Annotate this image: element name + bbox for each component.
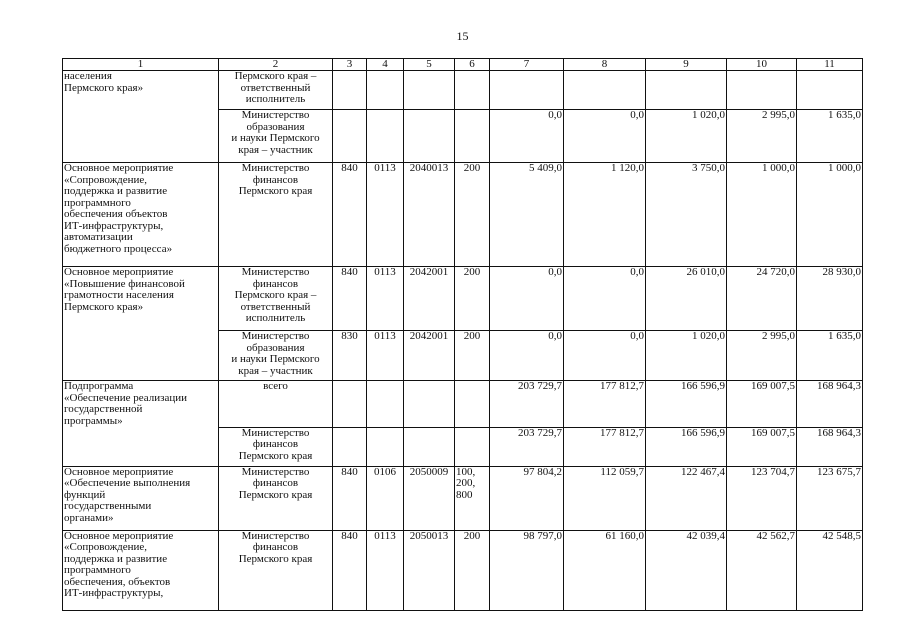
code-cell: 200 [455, 530, 490, 610]
table-row [63, 466, 863, 530]
executor-cell: Министерство финансов Пермского края [219, 427, 333, 466]
executor-cell: Министерство образования и науки Пермского края – участник [219, 331, 333, 381]
program-name-cell [63, 331, 219, 381]
code-cell: 0113 [367, 163, 404, 267]
amount-cell [797, 71, 863, 110]
code-cell: 2042001 [404, 267, 455, 331]
amount-cell: 42 548,5 [797, 530, 863, 610]
amount-cell: 1 635,0 [797, 331, 863, 381]
program-name-cell: Основное мероприятие «Обеспечение выполнения функций государственными органами» [63, 466, 219, 530]
amount-cell: 1 635,0 [797, 110, 863, 163]
code-cell: 100, 200, 800 [455, 466, 490, 530]
amount-cell: 2 995,0 [727, 331, 797, 381]
amount-cell: 122 467,4 [646, 466, 727, 530]
header-row [63, 59, 863, 71]
amount-cell: 0,0 [490, 331, 564, 381]
amount-cell: 0,0 [490, 267, 564, 331]
code-cell [455, 110, 490, 163]
code-cell [367, 110, 404, 163]
code-cell [367, 381, 404, 428]
column-number: 10 [727, 59, 797, 71]
column-number: 3 [333, 59, 367, 71]
amount-cell [490, 71, 564, 110]
executor-cell: Министерство финансов Пермского края [219, 466, 333, 530]
amount-cell: 168 964,3 [797, 381, 863, 428]
amount-cell: 42 562,7 [727, 530, 797, 610]
column-number: 9 [646, 59, 727, 71]
amount-cell: 0,0 [490, 110, 564, 163]
code-cell: 200 [455, 163, 490, 267]
amount-cell: 24 720,0 [727, 267, 797, 331]
amount-cell: 97 804,2 [490, 466, 564, 530]
code-cell: 200 [455, 331, 490, 381]
code-cell: 2050009 [404, 466, 455, 530]
amount-cell: 177 812,7 [564, 427, 646, 466]
executor-cell: Министерство финансов Пермского края [219, 163, 333, 267]
program-name-cell: Основное мероприятие «Повышение финансовой грамотности населения Пермского края» [63, 267, 219, 331]
column-number: 7 [490, 59, 564, 71]
code-cell: 840 [333, 530, 367, 610]
program-name-cell: Основное мероприятие «Сопровождение, поддержка и развитие программного обеспечения, объектов ИТ-инфраструктуры, [63, 530, 219, 610]
page-number: 15 [456, 29, 469, 43]
program-name-cell [63, 427, 219, 466]
amount-cell: 168 964,3 [797, 427, 863, 466]
amount-cell: 169 007,5 [727, 381, 797, 428]
amount-cell: 1 020,0 [646, 331, 727, 381]
program-name-cell: населения Пермского края» [63, 71, 219, 110]
amount-cell: 166 596,9 [646, 381, 727, 428]
code-cell [333, 71, 367, 110]
amount-cell: 42 039,4 [646, 530, 727, 610]
amount-cell: 1 000,0 [797, 163, 863, 267]
table-row [63, 381, 863, 428]
amount-cell: 203 729,7 [490, 381, 564, 428]
amount-cell: 177 812,7 [564, 381, 646, 428]
code-cell: 2050013 [404, 530, 455, 610]
amount-cell: 123 675,7 [797, 466, 863, 530]
code-cell: 840 [333, 267, 367, 331]
code-cell [367, 71, 404, 110]
table-row [63, 71, 863, 110]
table-row [63, 331, 863, 381]
program-name-cell: Подпрограмма «Обеспечение реализации государственной программы» [63, 381, 219, 428]
amount-cell: 28 930,0 [797, 267, 863, 331]
code-cell [333, 427, 367, 466]
amount-cell: 112 059,7 [564, 466, 646, 530]
code-cell: 840 [333, 163, 367, 267]
amount-cell: 166 596,9 [646, 427, 727, 466]
code-cell: 0113 [367, 331, 404, 381]
amount-cell [564, 71, 646, 110]
amount-cell: 61 160,0 [564, 530, 646, 610]
table-row [63, 427, 863, 466]
budget-table [62, 58, 863, 611]
column-number: 2 [219, 59, 333, 71]
amount-cell [646, 71, 727, 110]
code-cell [455, 71, 490, 110]
amount-cell: 26 010,0 [646, 267, 727, 331]
code-cell [404, 71, 455, 110]
column-number: 8 [564, 59, 646, 71]
column-number: 11 [797, 59, 863, 71]
amount-cell: 123 704,7 [727, 466, 797, 530]
column-number: 5 [404, 59, 455, 71]
amount-cell: 0,0 [564, 331, 646, 381]
code-cell: 2040013 [404, 163, 455, 267]
code-cell [367, 427, 404, 466]
executor-cell: всего [219, 381, 333, 428]
amount-cell: 98 797,0 [490, 530, 564, 610]
amount-cell: 0,0 [564, 110, 646, 163]
amount-cell: 1 120,0 [564, 163, 646, 267]
code-cell: 830 [333, 331, 367, 381]
amount-cell: 169 007,5 [727, 427, 797, 466]
table-row [63, 110, 863, 163]
column-number: 4 [367, 59, 404, 71]
code-cell [455, 427, 490, 466]
amount-cell: 5 409,0 [490, 163, 564, 267]
code-cell [404, 427, 455, 466]
code-cell: 840 [333, 466, 367, 530]
amount-cell [727, 71, 797, 110]
amount-cell: 0,0 [564, 267, 646, 331]
amount-cell: 3 750,0 [646, 163, 727, 267]
executor-cell: Пермского края – ответственный исполнитель [219, 71, 333, 110]
code-cell: 200 [455, 267, 490, 331]
table-row [63, 267, 863, 331]
executor-cell: Министерство финансов Пермского края [219, 530, 333, 610]
code-cell [404, 110, 455, 163]
code-cell [333, 110, 367, 163]
amount-cell: 203 729,7 [490, 427, 564, 466]
code-cell [404, 381, 455, 428]
amount-cell: 1 000,0 [727, 163, 797, 267]
program-name-cell: Основное мероприятие «Сопровождение, поддержка и развитие программного обеспечения объектов ИТ-инфраструктуры, автоматизации бюджетного процесса» [63, 163, 219, 267]
code-cell: 0113 [367, 530, 404, 610]
code-cell: 0106 [367, 466, 404, 530]
amount-cell: 2 995,0 [727, 110, 797, 163]
code-cell [455, 381, 490, 428]
column-number: 1 [63, 59, 219, 71]
program-name-cell [63, 110, 219, 163]
table-row [63, 163, 863, 267]
column-number: 6 [455, 59, 490, 71]
code-cell: 2042001 [404, 331, 455, 381]
code-cell: 0113 [367, 267, 404, 331]
code-cell [333, 381, 367, 428]
amount-cell: 1 020,0 [646, 110, 727, 163]
table-row [63, 530, 863, 610]
executor-cell: Министерство образования и науки Пермского края – участник [219, 110, 333, 163]
executor-cell: Министерство финансов Пермского края – ответственный исполнитель [219, 267, 333, 331]
